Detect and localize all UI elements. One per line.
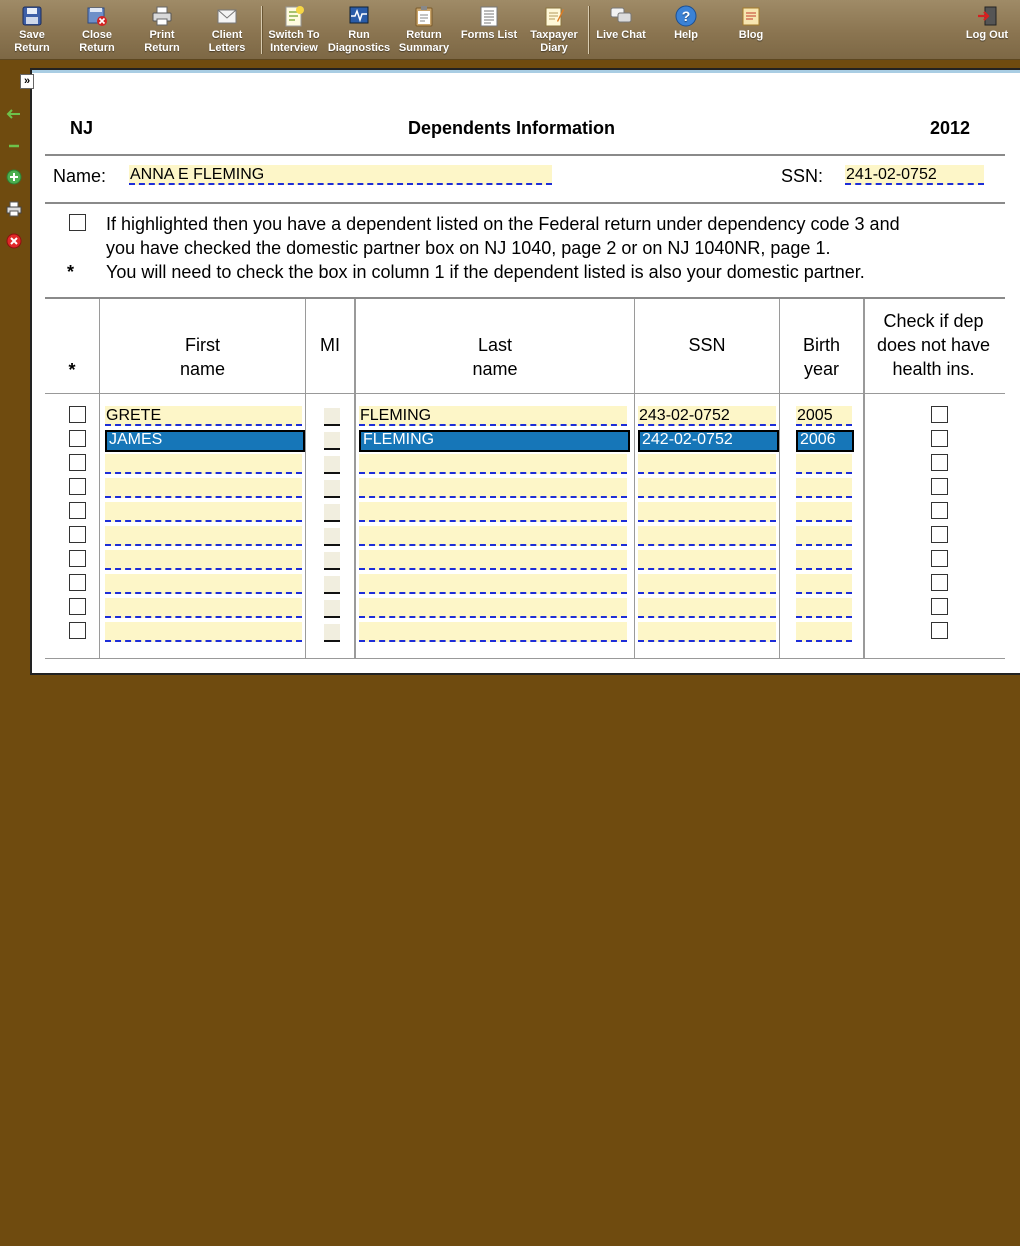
birth-year-field[interactable] — [796, 454, 852, 474]
notice-line-3: You will need to check the box in column 1 if the dependent listed is also your domestic partner. — [106, 262, 865, 282]
domestic-partner-checkbox[interactable] — [69, 502, 86, 519]
form-title: Dependents Information — [408, 118, 616, 138]
birth-year-field[interactable] — [796, 478, 852, 498]
close-return-icon — [86, 5, 108, 27]
no-health-insurance-checkbox[interactable] — [931, 406, 948, 423]
ssn-field[interactable] — [638, 502, 776, 522]
back-arrow-icon[interactable] — [6, 106, 22, 122]
ssn-field[interactable] — [638, 526, 776, 546]
help-icon — [675, 5, 697, 27]
close-return-button[interactable] — [65, 5, 129, 57]
ssn-field[interactable] — [638, 478, 776, 498]
col-no-health-insurance — [865, 309, 1002, 381]
domestic-partner-checkbox[interactable] — [69, 454, 86, 471]
run-diagnostics-button[interactable] — [327, 5, 391, 57]
col-birth-year-line-1: Birth — [802, 335, 840, 355]
last-name-field[interactable]: FLEMING — [359, 406, 627, 426]
middle-initial-field[interactable] — [324, 624, 340, 642]
birth-year-field[interactable] — [796, 598, 852, 618]
left-rail — [0, 60, 28, 260]
col-health-line-1: Check if dep — [883, 311, 984, 331]
first-name-field[interactable] — [105, 622, 302, 642]
col-last-name-line-1: Last — [477, 335, 513, 355]
return-summary-button[interactable] — [392, 5, 456, 57]
svg-text:?: ? — [681, 8, 691, 24]
ssn-field[interactable] — [638, 622, 776, 642]
birth-year-field[interactable]: 2006 — [796, 430, 854, 452]
first-name-field[interactable] — [105, 574, 302, 594]
birth-year-field[interactable] — [796, 574, 852, 594]
no-health-insurance-checkbox[interactable] — [931, 598, 948, 615]
birth-year-field[interactable] — [796, 502, 852, 522]
clipboard-icon — [413, 5, 435, 27]
middle-initial-field[interactable] — [324, 456, 340, 474]
ssn-field[interactable] — [638, 598, 776, 618]
envelope-icon — [216, 5, 238, 27]
domestic-partner-checkbox[interactable] — [69, 598, 86, 615]
taxpayer-diary-button[interactable] — [522, 5, 586, 57]
blog-label: Blog — [738, 29, 764, 41]
middle-initial-field[interactable] — [324, 528, 340, 546]
switch-to-interview-label: Switch To Interview — [268, 29, 320, 54]
client-letters-button[interactable] — [195, 5, 259, 57]
chat-icon — [610, 5, 632, 27]
close-return-label: Close Return — [79, 29, 115, 54]
col-partner-star: * — [68, 360, 76, 380]
domestic-partner-checkbox[interactable] — [69, 406, 86, 423]
domestic-partner-checkbox[interactable] — [69, 526, 86, 543]
col-ssn: SSN — [688, 335, 726, 355]
return-summary-label: Return Summary — [398, 29, 450, 54]
last-name-field[interactable] — [359, 574, 627, 594]
taxpayer-diary-label: Taxpayer Diary — [530, 29, 578, 54]
middle-initial-field[interactable] — [324, 504, 340, 522]
col-last-name-line-2: name — [472, 359, 518, 379]
col-first-name-line-1: First — [185, 335, 220, 355]
no-health-insurance-checkbox[interactable] — [931, 454, 948, 471]
taxpayer-ssn-field[interactable]: 241-02-0752 — [845, 165, 984, 185]
col-first-name — [100, 333, 305, 381]
name-label: Name: — [53, 166, 107, 186]
notice-line-1: If highlighted then you have a dependent listed on the Federal return under dependency code 3 and — [106, 214, 900, 234]
middle-initial-field[interactable] — [324, 552, 340, 570]
print-icon[interactable] — [6, 201, 22, 217]
first-name-field[interactable] — [105, 550, 302, 570]
log-out-label: Log Out — [965, 29, 1009, 41]
blog-icon — [740, 5, 762, 27]
middle-initial-field[interactable] — [324, 432, 340, 450]
table-header-divider — [45, 393, 1005, 394]
first-name-field[interactable] — [105, 454, 302, 474]
no-health-insurance-checkbox[interactable] — [931, 526, 948, 543]
live-chat-label: Live Chat — [596, 29, 646, 41]
last-name-field[interactable] — [359, 526, 627, 546]
help-button[interactable] — [654, 5, 718, 57]
print-return-label: Print Return — [144, 29, 180, 54]
col-last-name — [356, 333, 634, 381]
expand-panel-button[interactable]: » — [20, 74, 34, 89]
col-first-name-line-2: name — [179, 359, 226, 379]
switch-interview-icon — [283, 5, 305, 27]
no-health-insurance-checkbox[interactable] — [931, 574, 948, 591]
first-name-field[interactable] — [105, 478, 302, 498]
ssn-label: SSN: — [781, 166, 824, 186]
middle-initial-field[interactable] — [324, 576, 340, 594]
no-health-insurance-checkbox[interactable] — [931, 550, 948, 567]
ssn-field[interactable] — [638, 550, 776, 570]
ssn-field[interactable]: 242-02-0752 — [638, 430, 779, 452]
print-return-button[interactable] — [130, 5, 194, 57]
last-name-field[interactable] — [359, 622, 627, 642]
logout-icon — [976, 5, 998, 27]
last-name-field[interactable] — [359, 550, 627, 570]
run-diagnostics-label: Run Diagnostics — [327, 29, 391, 54]
domestic-partner-checkbox[interactable] — [69, 622, 86, 639]
last-name-field[interactable] — [359, 454, 627, 474]
notice-star: * — [67, 262, 75, 282]
first-name-field[interactable]: GRETE — [105, 406, 302, 426]
col-mi: MI — [320, 335, 340, 355]
form-panel — [23, 68, 1020, 675]
name-divider — [45, 202, 1005, 204]
log-out-button[interactable] — [955, 5, 1019, 57]
printer-icon — [151, 5, 173, 27]
notice-line-2: you have checked the domestic partner box on NJ 1040, page 2 or on NJ 1040NR, page 1. — [106, 238, 831, 258]
form-state: NJ — [70, 118, 94, 138]
col-birth-year — [780, 333, 863, 381]
ssn-field[interactable] — [638, 454, 776, 474]
table-bottom-border — [45, 658, 1005, 659]
notice-divider — [45, 297, 1005, 299]
domestic-partner-checkbox[interactable] — [69, 430, 86, 447]
middle-initial-field[interactable] — [324, 480, 340, 498]
forms-list-button[interactable] — [457, 5, 521, 57]
add-icon[interactable] — [6, 169, 22, 185]
no-health-insurance-checkbox[interactable] — [931, 502, 948, 519]
last-name-field[interactable]: FLEMING — [359, 430, 630, 452]
domestic-partner-checkbox[interactable] — [69, 574, 86, 591]
no-health-insurance-checkbox[interactable] — [931, 478, 948, 495]
save-return-label: Save Return — [14, 29, 50, 54]
birth-year-field[interactable] — [796, 622, 852, 642]
first-name-field[interactable] — [105, 598, 302, 618]
no-health-insurance-checkbox[interactable] — [931, 622, 948, 639]
client-letters-label: Client Letters — [208, 29, 246, 54]
header-divider — [45, 154, 1005, 156]
ssn-field[interactable] — [638, 574, 776, 594]
taxpayer-name-field[interactable]: ANNA E FLEMING — [129, 165, 552, 185]
middle-initial-field[interactable] — [324, 600, 340, 618]
switch-to-interview-button[interactable] — [262, 5, 326, 57]
blog-button[interactable] — [719, 5, 783, 57]
ssn-field[interactable]: 243-02-0752 — [638, 406, 776, 426]
last-name-field[interactable] — [359, 598, 627, 618]
col-health-line-3: health ins. — [892, 359, 975, 379]
domestic-partner-notice-checkbox[interactable] — [69, 214, 86, 231]
no-health-insurance-checkbox[interactable] — [931, 430, 948, 447]
col-health-line-2: does not have — [876, 335, 991, 355]
diary-icon — [543, 5, 565, 27]
birth-year-field[interactable]: 2005 — [796, 406, 852, 426]
first-name-field[interactable]: JAMES — [105, 430, 305, 452]
main-toolbar — [0, 0, 1020, 60]
domestic-partner-checkbox[interactable] — [69, 478, 86, 495]
forms-list-label: Forms List — [460, 29, 518, 41]
form-year: 2012 — [930, 118, 971, 138]
minus-icon[interactable] — [6, 138, 22, 154]
birth-year-field[interactable] — [796, 526, 852, 546]
save-icon — [21, 5, 43, 27]
forms-list-icon — [478, 5, 500, 27]
col-birth-year-line-2: year — [803, 359, 839, 379]
last-name-field[interactable] — [359, 502, 627, 522]
first-name-field[interactable] — [105, 526, 302, 546]
diagnostics-icon — [348, 5, 370, 27]
delete-icon[interactable] — [6, 233, 22, 249]
panel-top-border — [32, 70, 1020, 73]
birth-year-field[interactable] — [796, 550, 852, 570]
live-chat-button[interactable] — [589, 5, 653, 57]
middle-initial-field[interactable] — [324, 408, 340, 426]
save-return-button[interactable] — [0, 5, 64, 57]
domestic-partner-checkbox[interactable] — [69, 550, 86, 567]
help-label: Help — [674, 29, 698, 41]
first-name-field[interactable] — [105, 502, 302, 522]
last-name-field[interactable] — [359, 478, 627, 498]
